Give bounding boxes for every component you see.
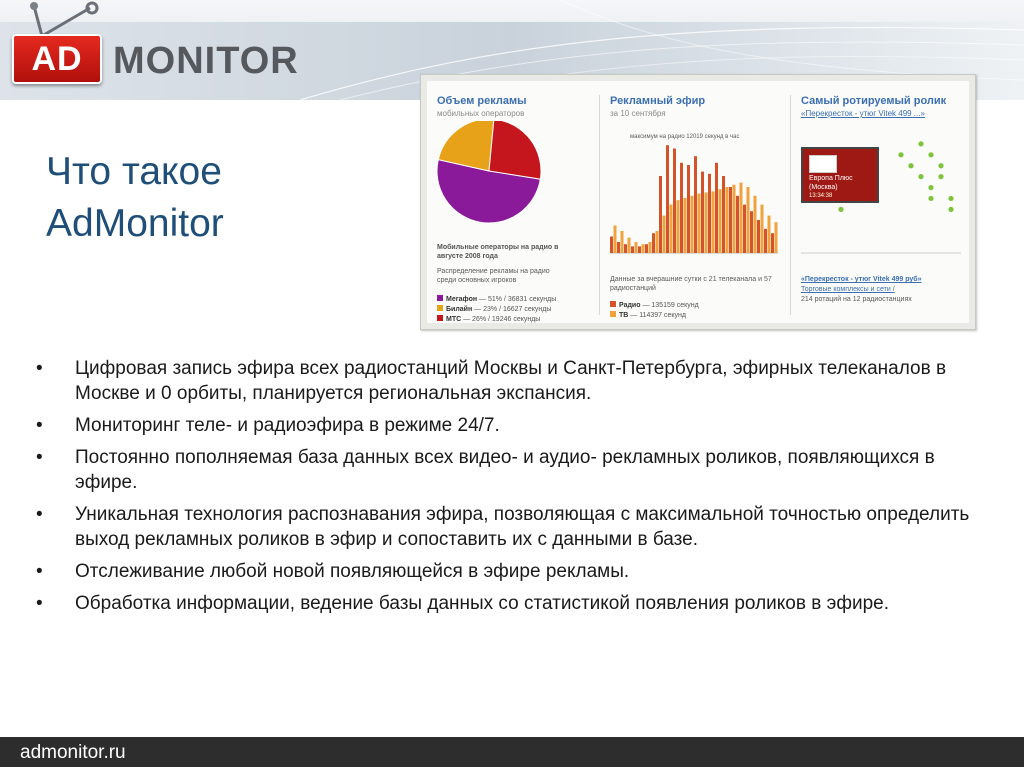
bullet-dot: • xyxy=(36,504,43,525)
bar xyxy=(736,196,739,253)
pie-chart xyxy=(427,121,599,241)
bullet-text: Мониторинг теле- и радиоэфира в режиме 24/7. xyxy=(75,415,500,436)
rotation-widget xyxy=(791,81,969,323)
bar-chart xyxy=(600,129,790,259)
legend-item xyxy=(437,305,551,314)
scatter-point xyxy=(928,152,933,157)
air-subheading: за 10 сентября xyxy=(610,109,666,118)
legend-swatch xyxy=(610,311,616,317)
scatter-point xyxy=(928,196,933,201)
title-line-2: AdMonitor xyxy=(46,202,224,245)
legend-swatch xyxy=(437,315,443,321)
legend-detail: — 23% / 16627 секунды xyxy=(472,306,552,313)
scatter-point xyxy=(898,152,903,157)
legend-detail: — 26% / 19246 секунды xyxy=(461,316,541,323)
bullet-text: Цифровая запись эфира всех радиостанций Москвы и Санкт-Петербурга, эфирных телеканалов в Москве и 0 орбиты, планируется региональная экспансия. xyxy=(75,358,947,404)
footer-site[interactable]: admonitor.ru xyxy=(20,742,126,763)
bar xyxy=(680,163,683,253)
bar xyxy=(754,196,757,253)
ad-volume-widget xyxy=(427,81,599,323)
bar xyxy=(750,211,753,253)
bullet-text: Постоянно пополняемая база данных всех видео- и аудио- рекламных роликов, появляющихся в эфире. xyxy=(75,447,935,493)
rotation-subheading[interactable]: «Перекресток - утюг Vitek 499 ...» xyxy=(801,109,925,118)
logo-mark xyxy=(12,34,102,84)
bar xyxy=(761,205,764,253)
slide-title xyxy=(46,146,224,250)
legend-item xyxy=(610,301,699,310)
bar xyxy=(747,187,750,253)
scatter-point xyxy=(838,207,843,212)
bar xyxy=(694,156,697,253)
rotation-link[interactable]: «Перекресток - утюг Vitek 499 руб» xyxy=(801,276,922,283)
bar xyxy=(757,220,760,253)
bar xyxy=(722,176,725,253)
pie-slice xyxy=(489,121,541,179)
scatter-point xyxy=(908,163,913,168)
bullet-list xyxy=(36,356,996,623)
bullet-text: Обработка информации, ведение базы данных со статистикой появления роликов в эфире. xyxy=(75,593,889,614)
bar xyxy=(771,233,774,253)
legend-swatch xyxy=(610,301,616,307)
legend-swatch xyxy=(437,295,443,301)
scatter-point xyxy=(918,141,923,146)
legend-detail: — 135159 секунд xyxy=(640,302,699,309)
bar xyxy=(719,189,722,253)
bar xyxy=(666,145,669,253)
bullet-item xyxy=(36,445,996,495)
legend-name: МТС xyxy=(446,316,462,323)
popup-time: 13:34:38 xyxy=(809,193,833,199)
bar xyxy=(715,163,718,253)
scatter-point xyxy=(918,174,923,179)
bar xyxy=(740,183,743,253)
scatter-point xyxy=(948,207,953,212)
bar xyxy=(638,246,641,253)
bar xyxy=(712,191,715,253)
air-chart-note: максимум на радио 12019 секунд в час xyxy=(630,134,740,140)
bar xyxy=(708,174,711,253)
bullet-dot: • xyxy=(36,593,43,614)
bar xyxy=(617,242,620,253)
bar xyxy=(621,231,624,253)
bar xyxy=(677,200,680,253)
legend-detail: — 51% / 36831 секунды xyxy=(477,296,557,303)
legend-name: ТВ xyxy=(619,312,629,319)
bar xyxy=(663,216,666,253)
logo-mark-text: AD xyxy=(31,40,83,78)
rotation-heading: Самый ротируемый ролик xyxy=(801,95,947,107)
legend-name: Радио xyxy=(619,302,641,309)
bullet-dot: • xyxy=(36,415,43,436)
legend-item xyxy=(437,315,540,324)
bullet-dot: • xyxy=(36,358,43,379)
bullet-item xyxy=(36,413,996,438)
rotation-category[interactable]: Торговые комплексы и сети / xyxy=(801,286,895,293)
air-heading: Рекламный эфир xyxy=(610,95,706,107)
legend-name: Мегафон xyxy=(446,296,478,303)
bar xyxy=(649,242,652,253)
scatter-point xyxy=(938,163,943,168)
popup-station: Европа Плюс xyxy=(809,175,853,182)
spot-popup[interactable] xyxy=(801,147,879,203)
bar xyxy=(645,244,648,253)
air-widget xyxy=(600,81,790,323)
bullet-item xyxy=(36,502,996,552)
bar xyxy=(764,229,767,253)
bar xyxy=(624,244,627,253)
bar xyxy=(614,226,617,254)
bullet-item xyxy=(36,559,996,584)
legend-item xyxy=(437,295,556,304)
air-caption: Данные за вчерашние сутки с 21 телеканала и 57 радиостанций xyxy=(610,276,772,292)
ad-volume-heading: Объем рекламы xyxy=(437,95,527,107)
scatter-point xyxy=(928,185,933,190)
bullet-text: Уникальная технология распознавания эфира, позволяющая с максимальной точностью определить выход рекламных роликов в эфир и сопоставить их с данными в базе. xyxy=(75,504,970,550)
bar xyxy=(701,172,704,253)
bar xyxy=(726,187,729,253)
bar xyxy=(687,165,690,253)
popup-city: (Москва) xyxy=(809,184,838,191)
bar xyxy=(733,185,736,253)
ad-volume-subheading: мобильных операторов xyxy=(437,109,525,118)
dashboard-inner xyxy=(427,81,969,323)
bar xyxy=(691,196,694,253)
bar xyxy=(652,233,655,253)
scatter-point xyxy=(948,196,953,201)
title-line-1: Что такое xyxy=(46,150,222,193)
bullet-item xyxy=(36,591,996,616)
legend-detail: — 114397 секунд xyxy=(628,312,687,319)
ad-volume-caption-bold: Мобильные операторы на радио в августе 2008 года xyxy=(437,244,559,260)
bar xyxy=(698,194,701,253)
bar xyxy=(775,222,778,253)
rotation-count: 214 ротаций на 12 радиостанциях xyxy=(801,296,912,303)
legend-name: Билайн xyxy=(446,306,473,313)
bar xyxy=(656,231,659,253)
bullet-dot: • xyxy=(36,447,43,468)
bar xyxy=(610,237,613,254)
legend-swatch xyxy=(437,305,443,311)
bar xyxy=(768,216,771,253)
bar xyxy=(729,187,732,253)
bar xyxy=(642,244,645,253)
footer-bar xyxy=(0,737,1024,767)
station-logo xyxy=(809,155,837,173)
scatter-point xyxy=(938,174,943,179)
bar xyxy=(705,193,708,254)
dashboard-screenshot xyxy=(420,74,976,330)
bar xyxy=(631,246,634,253)
bar xyxy=(635,242,638,253)
bar xyxy=(673,149,676,254)
legend-item xyxy=(610,311,686,320)
bullet-dot: • xyxy=(36,561,43,582)
ad-volume-caption: Распределение рекламы на радио среди основных игроков xyxy=(437,268,550,284)
bullet-text: Отслеживание любой новой появляющейся в эфире рекламы. xyxy=(75,561,630,582)
bar xyxy=(670,205,673,253)
bullet-item xyxy=(36,356,996,406)
bar xyxy=(743,205,746,253)
bar xyxy=(684,198,687,253)
bar xyxy=(659,176,662,253)
bar xyxy=(628,238,631,253)
logo-word: MONITOR xyxy=(113,40,299,82)
